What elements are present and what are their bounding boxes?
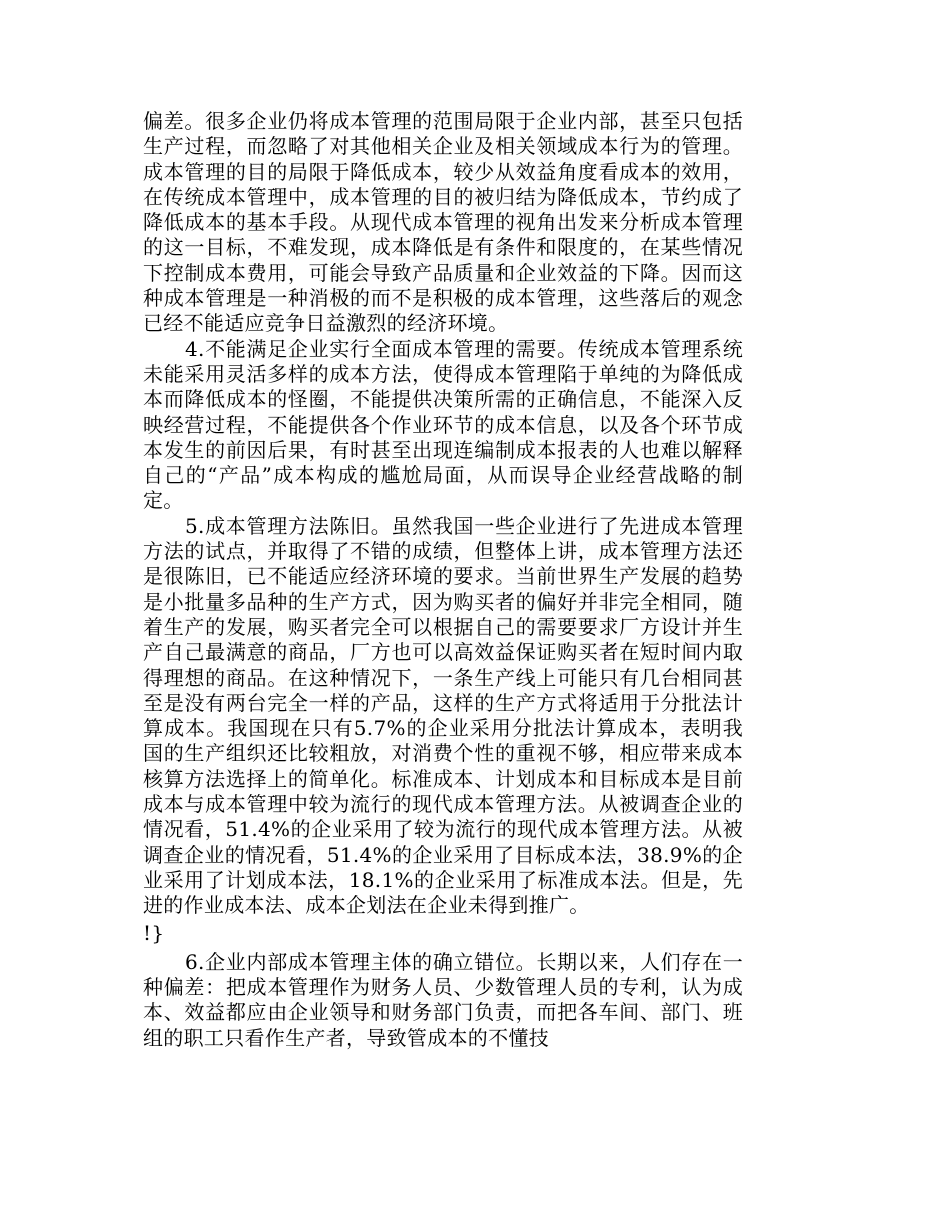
paragraph-point-6: 6.企业内部成本管理主体的确立错位。长期以来，人们存在一种偏差：把成本管理作为财务人员、少数管理人员的专利，认为成本、效益都应由企业领导和财务部门负责，而把各车间、部门、班组的职工只看作生产者，导致管成本的不懂技 [143, 949, 743, 1050]
paragraph-point-4: 4.不能满足企业实行全面成本管理的需要。传统成本管理系统未能采用灵活多样的成本方法，使得成本管理陷于单纯的为降低成本而降低成本的怪圈，不能提供决策所需的正确信息，不能深入反映经营过程，不能提供各个作业环节的成本信息，以及各个环节成本发生的前因后果，有时甚至出现连编制成本报表的人也难以解释自己的“产品”成本构成的尴尬局面，从而误导企业经营战略的制定。 [143, 336, 743, 513]
stray-marks: !} [143, 920, 165, 945]
paragraph-point-5: 5.成本管理方法陈旧。虽然我国一些企业进行了先进成本管理方法的试点，并取得了不错的成绩，但整体上讲，成本管理方法还是很陈旧，已不能适应经济环境的要求。当前世界生产发展的趋势是小批量多品种的生产方式，因为购买者的偏好并非完全相同，随着生产的发展，购买者完全可以根据自己的需要要求厂方设计并生产自己最满意的商品，厂方也可以高效益保证购买者在短时间内取得理想的商品。在这种情况下，一条生产线上可能只有几台相同甚至是没有两台完全一样的产品，这样的生产方式将适用于分批法计算成本。我国现在只有5.7%的企业采用分批法计算成本，表明我国的生产组织还比较粗放，对消费个性的重视不够，相应带来成本核算方法选择上的简单化。标准成本、计划成本和目标成本是目前成本与成本管理中较为流行的现代成本管理方法。从被调查企业的情况看，51.4%的企业采用了较为流行的现代成本管理方法。从被调查企业的情况看，51.4%的企业采用了目标成本法，38.9%的企业采用了计划成本法，18.1%的企业采用了标准成本法。但是，先进的作业成本法、成本企划法在企业未得到推广。 [143, 513, 743, 918]
document-page [143, 109, 743, 1051]
paragraph-cost-management-bias: 偏差。很多企业仍将成本管理的范围局限于企业内部，甚至只包括生产过程，而忽略了对其他相关企业及相关领域成本行为的管理。成本管理的目的局限于降低成本，较少从效益角度看成本的效用，在传统成本管理中，成本管理的目的被归结为降低成本，节约成了降低成本的基本手段。从现代成本管理的视角出发来分析成本管理的这一目标，不难发现，成本降低是有条件和限度的，在某些情况下控制成本费用，可能会导致产品质量和企业效益的下降。因而这种成本管理是一种消极的而不是积极的成本管理，这些落后的观念已经不能适应竞争日益激烈的经济环境。 [143, 109, 743, 336]
